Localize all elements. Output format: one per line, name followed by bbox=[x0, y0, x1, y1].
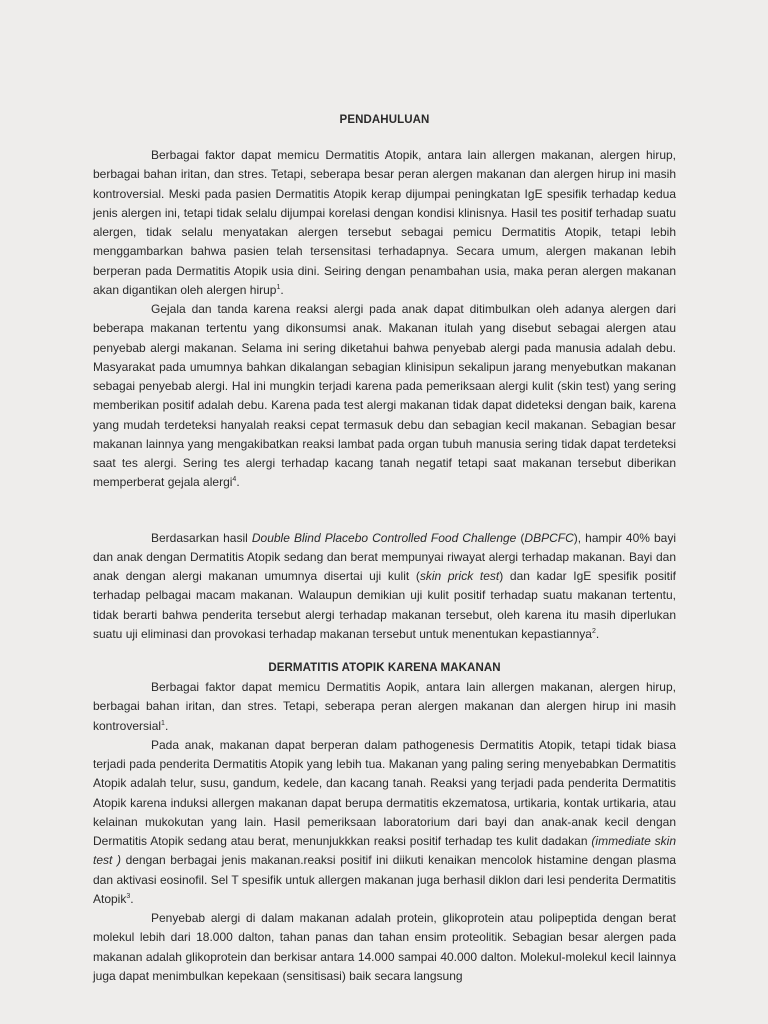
paragraph-5: Pada anak, makanan dapat berperan dalam pathogenesis Dermatitis Atopik, tetapi tidak biasa terjadi pada penderita Dermatitis Atopik yang lebih tua. Makanan yang paling sering menyebabkan Dermatitis Atopik adalah telur, susu, gandum, kedele, dan kacang tanah. Reaksi yang terjadi pada penderita Dermatitis Atopik karena induksi allergen makanan dapat berupa dermatitis ekzematosa, urtikaria, kontak urtikaria, atau kelainan mukokutan yang lain. Hasil pemeriksaan laboratorium dari bayi dan anak-anak kecil dengan Dermatitis Atopik sedang atau berat, menunjukkkan reaksi positif terhadap tes kulit dadakan (immediate skin test ) dengan berbagai jenis makanan.reaksi positif ini diikuti kenaikan mencolok histamine dengan plasma dan aktivasi eosinofil. Sel T spesifik untuk allergen makanan juga berhasil diklon dari lesi penderita Dermatitis Atopik$^3$. bbox=[93, 737, 677, 906]
paragraph-1: Berbagai faktor dapat memicu Dermatitis Atopik, antara lain allergen makanan, alergen hirup, berbagai bahan iritan, dan stres. Tetapi, seberapa besar peran alergen makanan dan alergen hirup ini masih kontroversial. Meski pada pasien Dermatitis Atopik kerap dijumpai peningkatan IgE spesifik terhadap kedua jenis alergen ini, tetapi tidak selalu dijumpai korelasi dengan kondisi klinisnya. Hasil tes positif terhadap suatu alergen, tidak selalu menyatakan alergen tersebut sebagai pemicu Dermatitis Atopik, tetapi lebih menggambarkan bahwa pasien telah tersensitasi terhadapnya. Secara umum, alergen makanan lebih berperan pada Dermatitis Atopik usia dini. Seiring dengan penambahan usia, maka peran alergen makanan akan digantikan oleh alergen hirup$^1$. bbox=[93, 148, 676, 297]
paragraph-4-text: Berbagai faktor dapat memicu Dermatitis Aopik, antara lain allergen makanan, alergen hirup, berbagai bahan iritan, dan stres. Tetapi, seberapa peran alergen makanan dan alergen hirup ini masih kontroversial bbox=[93, 680, 676, 733]
document-body bbox=[93, 111, 676, 986]
section-heading-pendahuluan: PENDAHULUAN bbox=[339, 114, 430, 126]
paragraph-3-text: ( bbox=[516, 530, 525, 545]
section-heading-dermatitis: DERMATITIS ATOPIK KARENA MAKANAN bbox=[268, 662, 501, 674]
footnote-ref: 3 bbox=[126, 892, 131, 900]
footnote-ref: 4 bbox=[232, 476, 237, 484]
paragraph-5-text: Pada anak, makanan dapat berperan dalam pathogenesis Dermatitis Atopik, tetapi tidak biasa terjadi pada penderita Dermatitis Atopik yang lebih tua. Makanan yang paling sering menyebabkan Dermatitis Atopik adalah telur, susu, gandum, kedele, dan kacang tanah. Reaksi yang terjadi pada penderita Dermatitis Atopik karena induksi allergen makanan dapat berupa dermatitis ekzematosa, urtikaria, kontak urtikaria, atau kelainan mukokutan yang lain. Hasil pemeriksaan laboratorium dari bayi dan anak-anak kecil dengan Dermatitis Atopik sedang atau berat, menunjukkkan reaksi positif terhadap tes kulit dadakan bbox=[93, 737, 676, 848]
italic-term: skin prick test bbox=[419, 569, 500, 583]
italic-term: Double Blind Placebo Controlled Food Challenge bbox=[251, 530, 517, 545]
paragraph-3-text: Berdasarkan hasil bbox=[151, 530, 252, 545]
paragraph-1-text: Berbagai faktor dapat memicu Dermatitis Atopik, antara lain allergen makanan, alergen hirup, berbagai bahan iritan, dan stres. Tetapi, seberapa besar peran alergen makanan dan alergen hirup ini masih kontroversial. Meski pada pasien Dermatitis Atopik kerap dijumpai peningkatan IgE spesifik terhadap kedua jenis alergen ini, tetapi tidak selalu dijumpai korelasi dengan kondisi klinisnya. Hasil tes positif terhadap suatu alergen, tidak selalu menyatakan alergen tersebut sebagai pemicu Dermatitis Atopik, tetapi lebih menggambarkan bahwa pasien telah tersensitasi terhadapnya. Secara umum, alergen makanan lebih berperan pada Dermatitis Atopik usia dini. Seiring dengan penambahan usia, maka peran alergen makanan akan digantikan oleh alergen hirup bbox=[93, 148, 676, 297]
paragraph-5-text: dengan berbagai jenis makanan.reaksi positif ini diikuti kenaikan mencolok histamine dengan plasma dan aktivasi eosinofil. Sel T spesifik untuk allergen makanan juga berhasil diklon dari lesi penderita Dermatitis Atopik bbox=[93, 853, 677, 906]
paragraph-2-text: Gejala dan tanda karena reaksi alergi pada anak dapat ditimbulkan oleh adanya alergen dari beberapa makanan tertentu yang dikonsumsi anak. Makanan itulah yang disebut sebagai alergen atau penyebab alergi makanan. Selama ini sering diketahui bahwa penyebab alergi pada manusia adalah debu. Masyarakat pada umumnya bahkan dikalangan sebagian klinisipun sekalipun jarang menyebutkan makanan sebagai penyebab alergi. Hal ini mungkin terjadi karena pada pemeriksaan alergi kulit (skin test) yang sering memberikan positif adalah debu. Karena pada test alergi makanan tidak dapat dideteksi dengan baik, karena yang mudah terdeteksi hanyalah reaksi cepat termasuk debu dan sebagian kecil makanan. Sebagian besar makanan lainnya yang mengakibatkan reaksi lambat pada organ tubuh manusia sering tidak dapat terdeteksi saat tes alergi. Sering tes alergi terhadap kacang tanah negatif tetapi saat makanan tersebut diberikan memperberat gejala alergi bbox=[93, 302, 676, 490]
footnote-ref: 2 bbox=[591, 627, 596, 635]
paragraph-6: Penyebab alergi di dalam makanan adalah protein, glikoprotein atau polipeptida dengan berat molekul lebih dari 18.000 dalton, tahan panas dan tahan ensim proteolitik. Sebagian besar alergen pada makanan adalah glikoprotein dan berkisar antara 14.000 sampai 40.000 dalton. Molekul-molekul kecil lainnya juga dapat menimbulkan kepekaan (sensitisasi) baik secara langsung bbox=[93, 911, 676, 983]
italic-term: (immediate skin test ) bbox=[93, 834, 676, 868]
paragraph-4: Berbagai faktor dapat memicu Dermatitis Aopik, antara lain allergen makanan, alergen hirup, berbagai bahan iritan, dan stres. Tetapi, seberapa peran alergen makanan dan alergen hirup ini masih kontroversial$^1$. bbox=[93, 680, 676, 733]
footnote-ref: 1 bbox=[161, 719, 165, 727]
paragraph-3-text: ) dan kadar IgE spesifik positif terhadap pelbagai macam makanan. Walaupun demikian uji kulit positif terhadap suatu makanan tertentu, tidak berarti bahwa penderita tersebut alergi terhadap makanan tersebut, oleh karena itu masih diperlukan suatu uji eliminasi dan provokasi terhadap makanan tersebut untuk menentukan kepastiannya bbox=[93, 569, 677, 641]
paragraph-3-text: ), hampir 40% bayi dan anak dengan Dermatitis Atopik sedang dan berat mempunyai riwayat alergi terhadap makanan. Bayi dan anak dengan alergi makanan umumnya disertai uji kulit ( bbox=[93, 530, 676, 583]
footnote-ref: 1 bbox=[276, 283, 281, 291]
paragraph-2: Gejala dan tanda karena reaksi alergi pada anak dapat ditimbulkan oleh adanya alergen dari beberapa makanan tertentu yang dikonsumsi anak. Makanan itulah yang disebut sebagai alergen atau penyebab alergi makanan. Selama ini sering diketahui bahwa penyebab alergi pada manusia adalah debu. Masyarakat pada umumnya bahkan dikalangan sebagian klinisipun sekalipun jarang menyebutkan makanan sebagai penyebab alergi. Hal ini mungkin terjadi karena pada pemeriksaan alergi kulit (skin test) yang sering memberikan positif adalah debu. Karena pada test alergi makanan tidak dapat dideteksi dengan baik, karena yang mudah terdeteksi hanyalah reaksi cepat termasuk debu dan sebagian kecil makanan. Sebagian besar makanan lainnya yang mengakibatkan reaksi lambat pada organ tubuh manusia sering tidak dapat terdeteksi saat tes alergi. Sering tes alergi terhadap kacang tanah negatif tetapi saat makanan tersebut diberikan memperberat gejala alergi$^4$. bbox=[93, 302, 676, 490]
italic-term: DBPCFC bbox=[524, 530, 574, 545]
paragraph-3: Berdasarkan hasil Double Blind Placebo Controlled Food Challenge (DBPCFC), hampir 40% bayi dan anak dengan Dermatitis Atopik sedang dan berat mempunyai riwayat alergi terhadap makanan. Bayi dan anak dengan alergi makanan umumnya disertai uji kulit (skin prick test) dan kadar IgE spesifik positif terhadap pelbagai macam makanan. Walaupun demikian uji kulit positif terhadap suatu makanan tertentu, tidak berarti bahwa penderita tersebut alergi terhadap makanan tersebut, oleh karena itu masih diperlukan suatu uji eliminasi dan provokasi terhadap makanan tersebut untuk menentukan kepastiannya$^2$. bbox=[93, 530, 677, 641]
